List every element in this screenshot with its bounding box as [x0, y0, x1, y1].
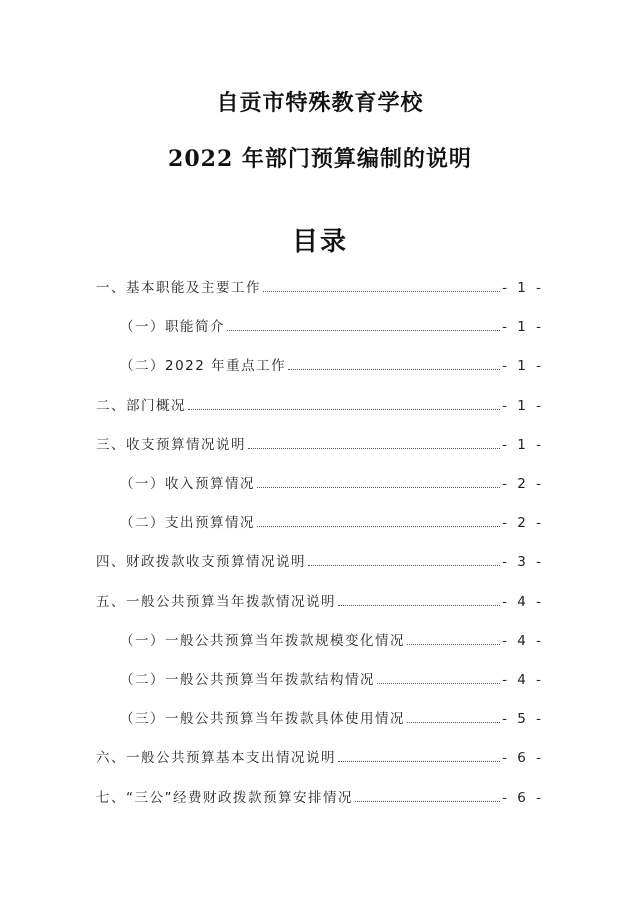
toc-entry-section[interactable] [96, 431, 544, 453]
toc-dot-leader [308, 565, 500, 566]
toc-page-number: - 1 - [502, 280, 544, 296]
toc-entry-subsection[interactable] [120, 705, 544, 727]
toc-page-number: - 6 - [502, 789, 544, 806]
toc-entry-subsection[interactable] [120, 627, 544, 649]
toc-dot-leader [338, 761, 500, 762]
toc-entry-title: 二、部门概况 [96, 397, 186, 414]
toc-dot-leader [407, 722, 500, 723]
toc-page-number: - 2 - [502, 515, 544, 532]
toc-page-number: - 3 - [502, 554, 544, 571]
toc-entry-title: （二）一般公共预算当年拨款结构情况 [120, 672, 375, 688]
toc-entry-title: （二）2022 年重点工作 [120, 358, 287, 375]
toc-dot-leader [257, 526, 500, 527]
toc-entry-title: 五、一般公共预算当年拨款情况说明 [96, 593, 336, 610]
toc-page-number: - 1 - [502, 358, 544, 375]
toc-dot-leader [377, 683, 500, 684]
toc-entry-title: 四、财政拨款收支预算情况说明 [96, 554, 306, 571]
toc-entry-subsection[interactable] [120, 470, 544, 492]
toc-dot-leader [355, 801, 500, 802]
toc-entry-subsection[interactable] [120, 313, 544, 335]
toc-entry-title: （一）收入预算情况 [120, 476, 255, 492]
toc-page-number: - 4 - [502, 632, 544, 649]
toc-dot-leader [227, 330, 500, 331]
toc-page-number: - 2 - [502, 476, 544, 492]
toc-heading: 目录 [291, 227, 348, 257]
toc-entry-section[interactable] [96, 588, 544, 610]
toc-page-number: - 1 - [502, 436, 544, 453]
toc-page-number: - 1 - [502, 319, 544, 336]
toc-entry-section[interactable] [96, 784, 544, 806]
toc-entry-section[interactable] [96, 744, 544, 766]
toc-page-number: - 1 - [502, 397, 544, 414]
toc-page-number: - 6 - [502, 750, 544, 767]
toc-page-number: - 4 - [502, 593, 544, 610]
toc-dot-leader [288, 369, 500, 370]
toc-entry-section[interactable] [96, 274, 544, 296]
document-title-line-2: 2022 年部门预算编制的说明 [168, 146, 472, 172]
toc-dot-leader [338, 605, 500, 606]
toc-dot-leader [263, 291, 500, 292]
toc-entry-title: 一、基本职能及主要工作 [96, 280, 261, 296]
toc-entry-subsection[interactable] [120, 509, 544, 531]
toc-dot-leader [248, 448, 500, 449]
toc-entry-subsection[interactable] [120, 666, 544, 688]
toc-entry-section[interactable] [96, 392, 544, 414]
toc-entry-title: （三）一般公共预算当年拨款具体使用情况 [120, 711, 405, 728]
toc-page-number: - 5 - [502, 711, 544, 728]
document-title-line-1: 自贡市特殊教育学校 [216, 90, 424, 116]
toc-dot-leader [188, 409, 500, 410]
toc-entry-title: 三、收支预算情况说明 [96, 436, 246, 453]
toc-entry-title: 七、“三公”经费财政拨款预算安排情况 [96, 789, 353, 806]
toc-entry-title: 六、一般公共预算基本支出情况说明 [96, 750, 336, 767]
toc-page-number: - 4 - [502, 672, 544, 688]
toc-entry-section[interactable] [96, 548, 544, 570]
toc-entry-title: （一）一般公共预算当年拨款规模变化情况 [120, 632, 405, 649]
toc-dot-leader [407, 644, 500, 645]
toc-dot-leader [257, 487, 500, 488]
toc-entry-title: （二）支出预算情况 [120, 515, 255, 532]
toc-entry-title: （一）职能简介 [120, 319, 225, 336]
toc-entry-subsection[interactable] [120, 352, 544, 374]
